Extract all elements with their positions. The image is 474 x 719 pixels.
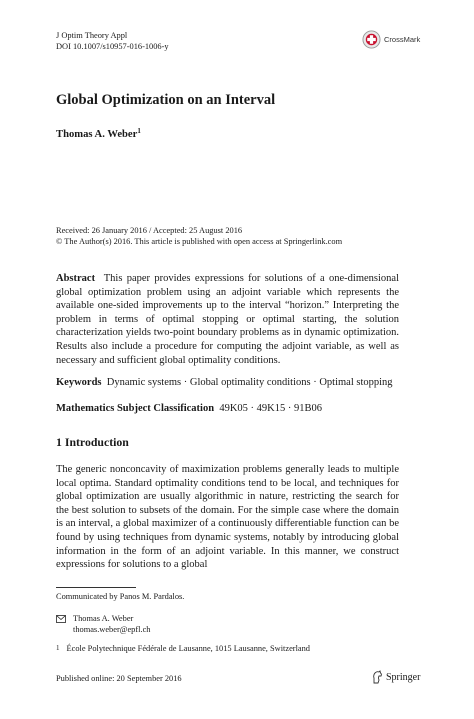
journal-name: J Optim Theory Appl <box>56 31 128 40</box>
keywords-label: Keywords <box>56 377 102 388</box>
crossmark-icon <box>362 30 381 49</box>
communicated-by: Communicated by Panos M. Pardalos. <box>56 592 185 601</box>
section-heading: 1 Introduction <box>56 435 129 449</box>
author-affiliation-mark: 1 <box>137 127 141 135</box>
springer-logo <box>371 670 420 684</box>
envelope-icon <box>56 615 66 623</box>
msc-codes: 49K05 · 49K15 · 91B06 <box>219 403 322 414</box>
crossmark-label: CrossMark <box>384 35 421 44</box>
paper-title: Global Optimization on an Interval <box>56 92 276 108</box>
msc-classification <box>56 402 399 416</box>
abstract <box>56 272 399 367</box>
keywords-text: Dynamic systems · Global optimality conditions · Optimal stopping <box>106 377 393 388</box>
springer-horse-icon <box>371 670 383 684</box>
footnote-divider <box>56 587 136 588</box>
published-online-date: Published online: 20 September 2016 <box>56 674 182 683</box>
contact-email[interactable]: thomas.weber@epfl.ch <box>73 625 151 634</box>
msc-label: Mathematics Subject Classification <box>56 403 215 414</box>
affiliation-footnote <box>56 643 310 654</box>
affiliation-number: 1 <box>56 644 60 652</box>
crossmark-badge[interactable] <box>362 30 420 49</box>
author-name: Thomas A. Weber <box>56 129 138 140</box>
received-accepted-dates: Received: 26 January 2016 / Accepted: 25 August 2016 <box>56 226 243 235</box>
article-dates <box>56 225 342 247</box>
copyright-line: © The Author(s) 2016. This article is published with open access at Springerlink.com <box>56 237 343 246</box>
affiliation-text: École Polytechnique Fédérale de Lausanne, 1015 Lausanne, Switzerland <box>66 644 310 653</box>
author-line <box>56 127 141 140</box>
doi: DOI 10.1007/s10957-016-1006-y <box>56 41 169 51</box>
journal-header <box>56 31 169 52</box>
abstract-label: Abstract <box>56 273 96 284</box>
publisher-name: Springer <box>386 671 421 683</box>
contact-name: Thomas A. Weber <box>73 614 134 623</box>
contact-block <box>56 613 150 635</box>
introduction-paragraph: The generic nonconcavity of maximization problems generally leads to multiple local optima. Standard optimality conditions tend to be local, and techniques for global optimization are usually algorithmic in nature, restricting the search for the best solution to subsets of the domain. For the simple case where the domain is an interval, a global maximizer of a continuously differentiable function can be found by using techniques from dynamic systems, notably by introducing global information in the form of an adjoint variable. In this manner, we construct expressions for solutions to a global <box>56 464 399 571</box>
keywords <box>56 376 399 390</box>
abstract-text: This paper provides expressions for solutions of a one-dimensional global optimization problem using an adjoint variable which represents the available one-sided improvements up to the interval “horizon.” Interpreting the problem in terms of optimal stopping or optimal starting, the solution characterization yields two-point boundary problems as in dynamic optimization. Results also include a procedure for computing the adjoint variable, as well as necessary and sufficient global optimality conditions. <box>56 273 400 366</box>
